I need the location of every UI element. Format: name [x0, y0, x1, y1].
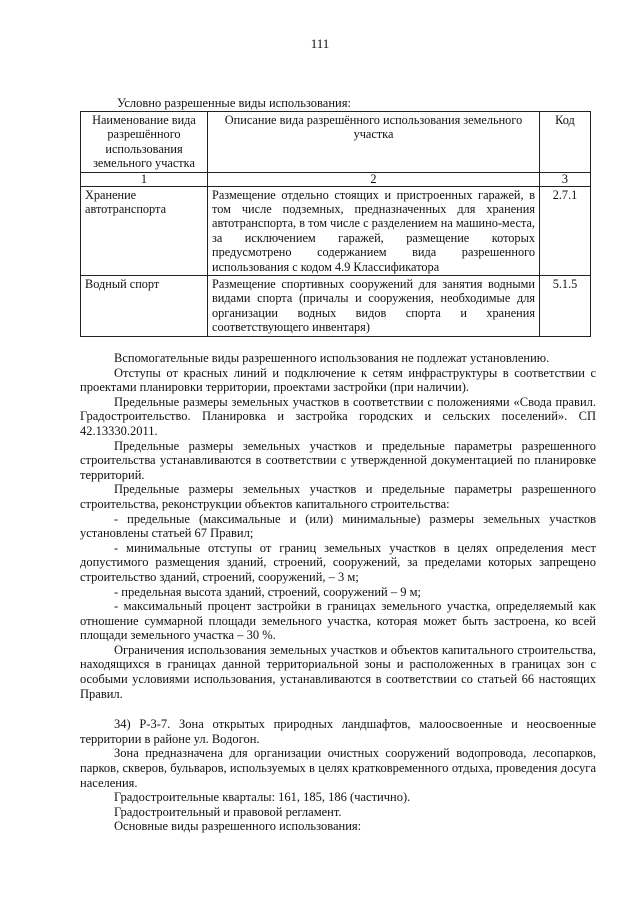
- zone-heading: 34) Р-3-7. Зона открытых природных ландшафтов, малоосвоенные и неосвоенные территории в районе ул. Водогон.: [80, 717, 596, 746]
- use-description: Размещение отдельно стоящих и пристроенных гаражей, в том числе подземных, предназначенных для хранения автотранспорта, в том числе с разделением на машино-места, за исключением гаражей, размещение которых предусмотрено содержанием вида разрешенного использования с кодом 4.9 Классификатора: [208, 186, 540, 275]
- table-header-row: [81, 112, 591, 173]
- table-row: [81, 186, 591, 275]
- table-caption: Условно разрешенные виды использования:: [117, 96, 351, 110]
- use-name: Хранение автотранспорта: [81, 186, 208, 275]
- paragraph: Градостроительные кварталы: 161, 185, 186 (частично).: [114, 790, 411, 805]
- paragraph: Предельные размеры земельных участков и предельные параметры разрешенного строительства устанавливаются в соответствии с утвержденной документацией по планировке территорий.: [80, 438, 596, 482]
- paragraph: Вспомогательные виды разрешенного использования не подлежат установлению.: [114, 351, 550, 365]
- use-name: Водный спорт: [81, 276, 208, 337]
- paragraph: Предельные размеры земельных участков в соответствии с положениями «Свода правил. Градостроительство. Планировка и застройка городских и сельских поселений». СП 42.13330.2011.: [80, 394, 596, 438]
- paragraph: Ограничения использования земельных участков и объектов капитального строительства, находящихся в границах данной территориальной зоны и расположенных в границах зон с особыми условиями использования, устанавливаются в соответствии со статьей 66 настоящих Правил.: [80, 642, 596, 701]
- header-name: Наименование вида разрешённого использования земельного участка: [81, 112, 208, 173]
- column-number: 1: [81, 172, 208, 186]
- header-code: Код: [540, 112, 591, 173]
- list-item: - предельные (максимальные и (или) минимальные) размеры земельных участков установлены статьей 67 Правил;: [80, 511, 596, 541]
- page-number: 111: [310, 36, 330, 51]
- table-row: [81, 276, 591, 337]
- paragraph: Отступы от красных линий и подключение к сетям инфраструктуры в соответствии с проектами планировки территории, проектами застройки (при наличии).: [80, 365, 596, 395]
- list-item: - максимальный процент застройки в границах земельного участка, определяемый как отношение суммарной площади земельного участка, которая может быть застроена, ко всей площади земельного участка – 30 %.: [80, 599, 596, 643]
- conditional-uses-table: [80, 111, 591, 337]
- list-item: - предельная высота зданий, строений, сооружений – 9 м;: [114, 584, 421, 599]
- column-number: 3: [540, 172, 591, 186]
- list-item: - минимальные отступы от границ земельных участков в целях определения мест допустимого размещения зданий, строений, сооружений, за пределами которых запрещено строительство зданий, строений, сооружений, – 3 м;: [80, 540, 596, 584]
- paragraph: Зона предназначена для организации очистных сооружений водопровода, лесопарков, парков, скверов, бульваров, используемых в целях кратковременного отдыха, проведения досуга населения.: [80, 746, 596, 790]
- paragraph: Основные виды разрешенного использования:: [114, 819, 362, 834]
- body-text: [80, 351, 596, 834]
- use-description: Размещение спортивных сооружений для занятия водными видами спорта (причалы и сооружения, необходимые для организации водных видов спорта и хранения соответствующего инвентаря): [208, 276, 540, 337]
- column-number: 2: [208, 172, 540, 186]
- use-code: 2.7.1: [540, 186, 591, 275]
- paragraph: Градостроительный и правовой регламент.: [114, 804, 342, 819]
- use-code: 5.1.5: [540, 276, 591, 337]
- paragraph: Предельные размеры земельных участков и предельные параметры разрешенного строительства, реконструкции объектов капитального строительства:: [80, 482, 596, 511]
- column-number-row: [81, 172, 591, 186]
- header-description: Описание вида разрешённого использования земельного участка: [208, 112, 540, 173]
